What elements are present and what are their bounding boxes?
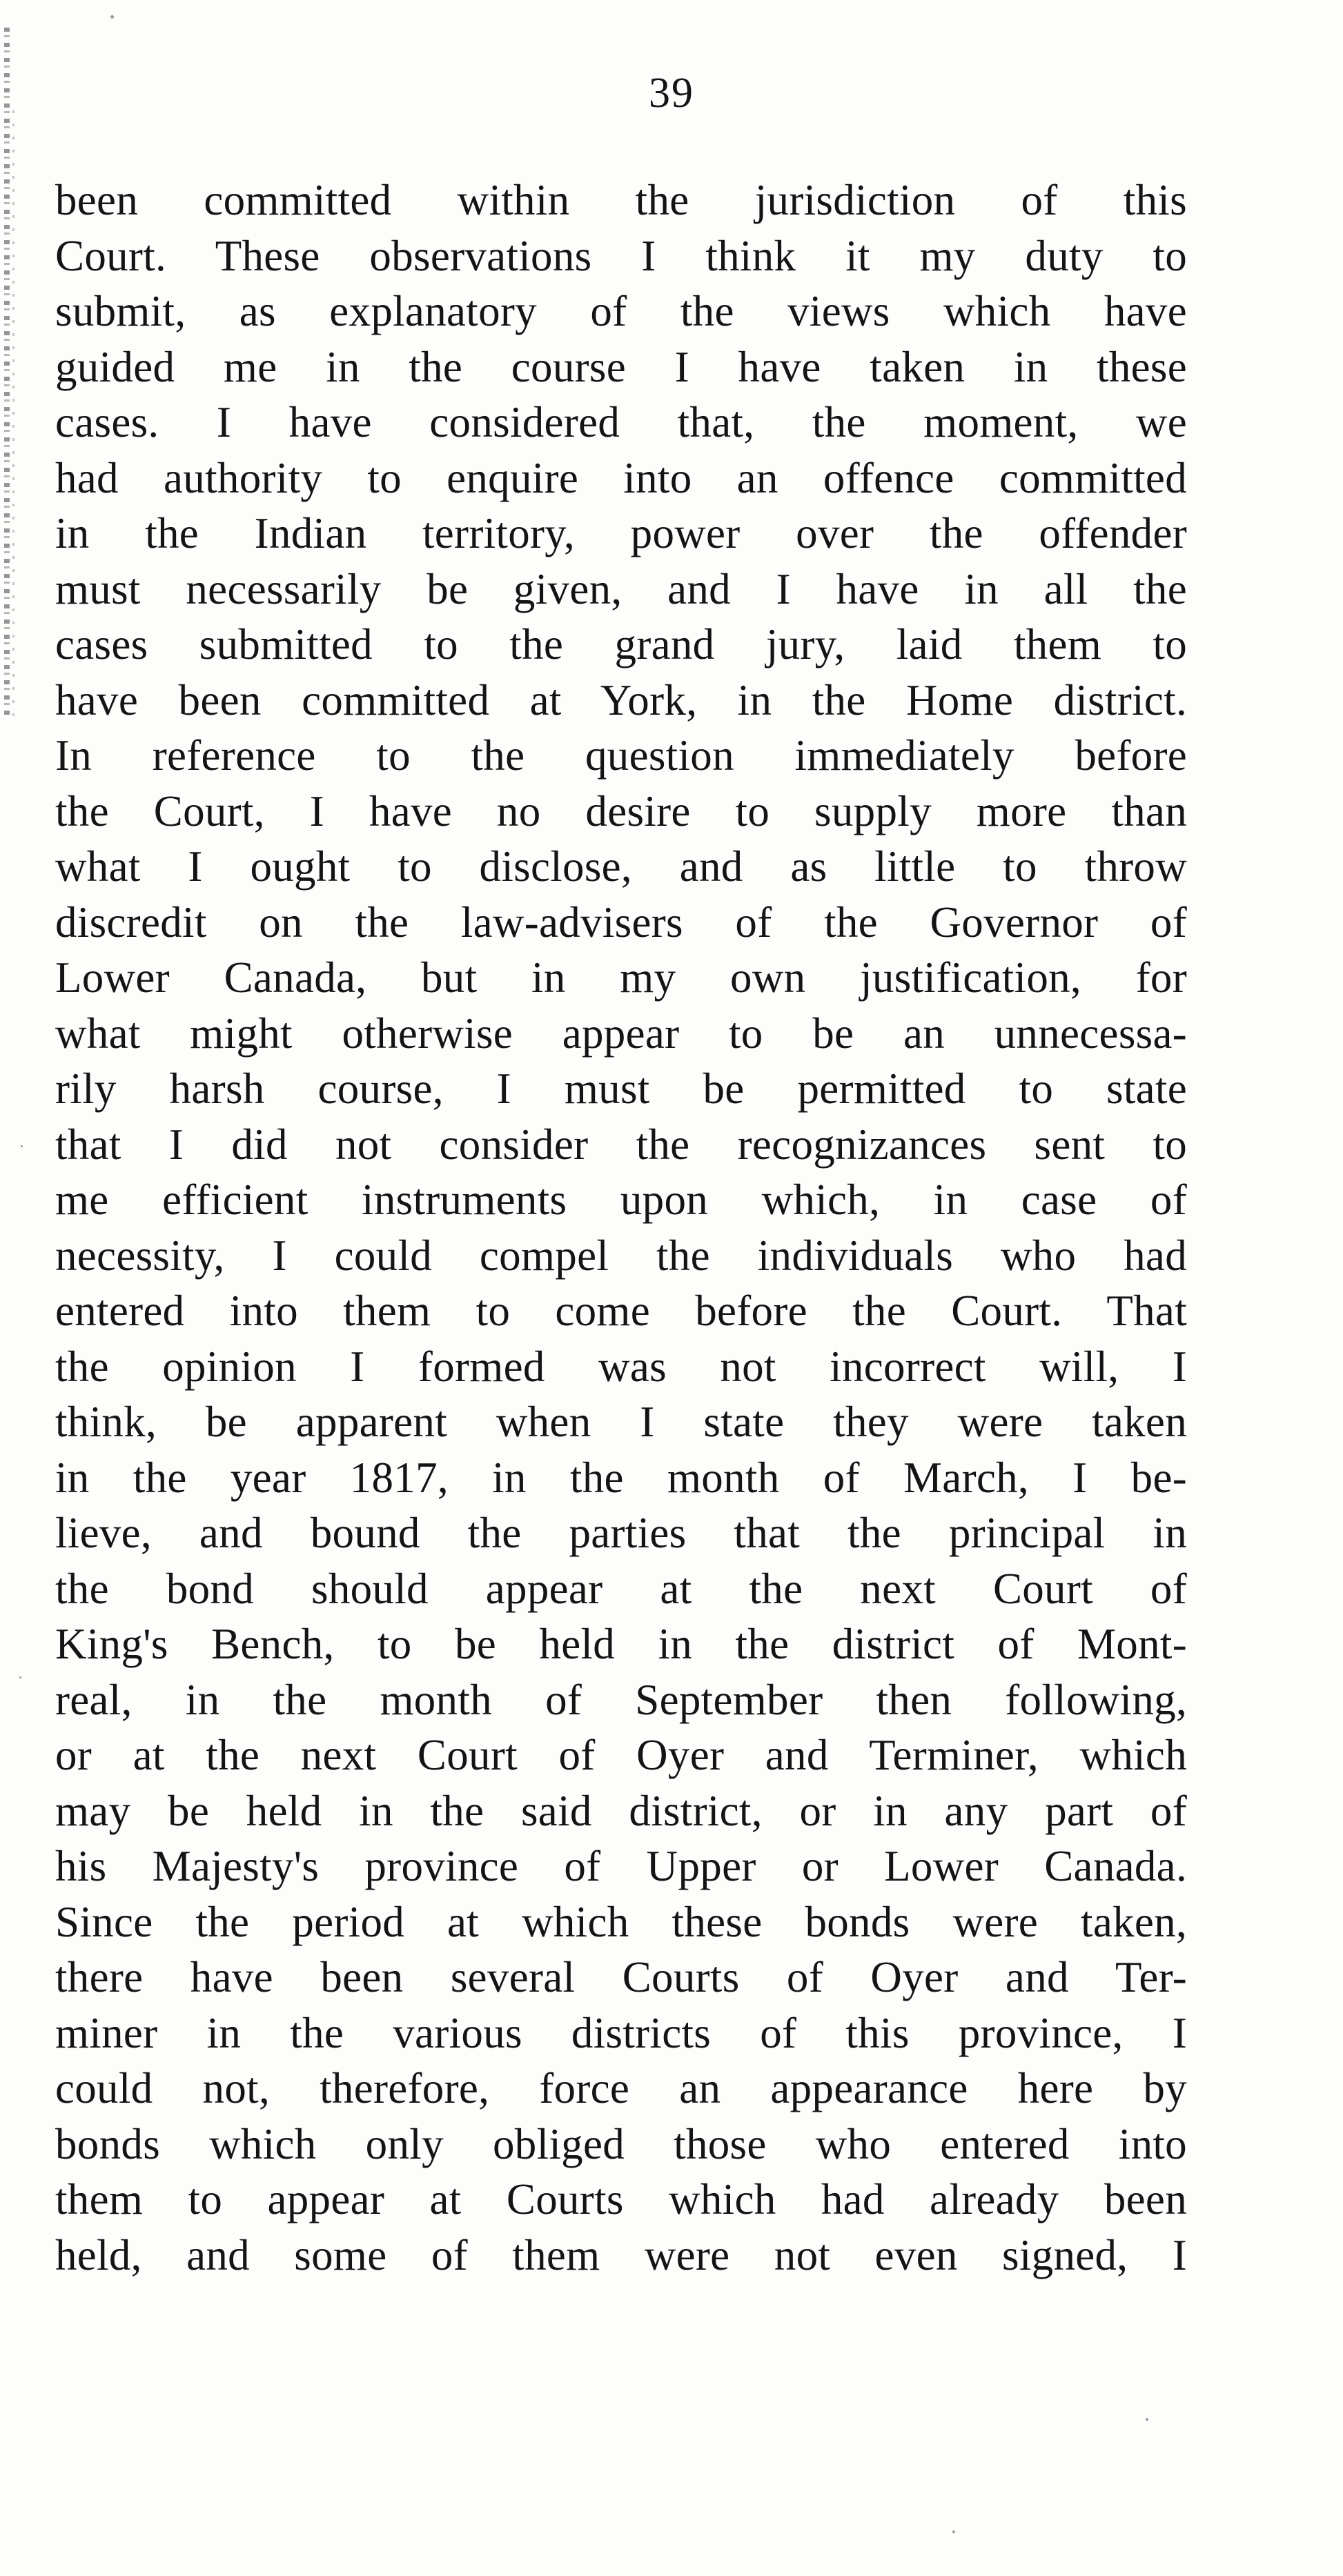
text-line: must necessarily be given, and I have in all the (55, 564, 1187, 613)
text-line: Since the period at which these bonds were taken, (55, 1897, 1187, 1946)
binding-edge-mark (12, 110, 14, 717)
text-line: cases. I have considered that, the moment, we (55, 398, 1187, 446)
text-line: necessity, I could compel the individuals who had (55, 1231, 1187, 1280)
text-line: may be held in the said district, or in any part of (55, 1786, 1187, 1835)
text-line: what might otherwise appear to be an unnecessa- (55, 1009, 1187, 1058)
text-line: that I did not consider the recognizances sent to (55, 1120, 1187, 1169)
body-text (55, 172, 1187, 2283)
print-speck (19, 1676, 21, 1678)
text-line: have been committed at York, in the Home district. (55, 675, 1187, 724)
text-line: could not, therefore, force an appearance here by (55, 2064, 1187, 2112)
text-line: miner in the various districts of this province, I (55, 2008, 1187, 2057)
text-line: his Majesty's province of Upper or Lower Canada. (55, 1842, 1187, 1890)
text-line: real, in the month of September then following, (55, 1675, 1187, 1724)
print-speck (110, 15, 114, 19)
binding-edge-mark (4, 28, 10, 717)
text-line: King's Bench, to be held in the district of Mont- (55, 1620, 1187, 1668)
text-line: entered into them to come before the Court. That (55, 1287, 1187, 1335)
text-line: in the Indian territory, power over the offender (55, 509, 1187, 557)
text-line: or at the next Court of Oyer and Terminer, which (55, 1731, 1187, 1779)
text-line: what I ought to disclose, and as little to throw (55, 842, 1187, 891)
page-number: 39 (649, 70, 694, 117)
text-line: lieve, and bound the parties that the principal in (55, 1509, 1187, 1557)
text-line: guided me in the course I have taken in these (55, 342, 1187, 391)
text-line: the Court, I have no desire to supply more than (55, 786, 1187, 835)
text-line: in the year 1817, in the month of March, I be- (55, 1453, 1187, 1502)
text-line: Court. These observations I think it my duty to (55, 231, 1187, 280)
text-line: them to appear at Courts which had already been (55, 2175, 1187, 2223)
text-line: had authority to enquire into an offence committed (55, 453, 1187, 502)
text-line: been committed within the jurisdiction of this (55, 176, 1187, 224)
text-line: cases submitted to the grand jury, laid them to (55, 620, 1187, 668)
text-line: held, and some of them were not even signed, I (55, 2230, 1187, 2279)
print-speck (952, 2530, 955, 2533)
text-line: the opinion I formed was not incorrect will, I (55, 1342, 1187, 1391)
text-line: there have been several Courts of Oyer and Ter- (55, 1953, 1187, 2001)
print-speck (1146, 2418, 1148, 2421)
print-speck (21, 1145, 23, 1147)
text-line: submit, as explanatory of the views which have (55, 287, 1187, 335)
text-line: me efficient instruments upon which, in case of (55, 1176, 1187, 1224)
text-line: the bond should appear at the next Court of (55, 1564, 1187, 1613)
text-line: think, be apparent when I state they were taken (55, 1398, 1187, 1446)
text-line: discredit on the law-advisers of the Governor of (55, 898, 1187, 947)
text-line: bonds which only obliged those who entered into (55, 2119, 1187, 2168)
text-line: rily harsh course, I must be permitted to state (55, 1064, 1187, 1113)
text-line: Lower Canada, but in my own justification, for (55, 953, 1187, 1002)
text-line: In reference to the question immediately before (55, 731, 1187, 780)
